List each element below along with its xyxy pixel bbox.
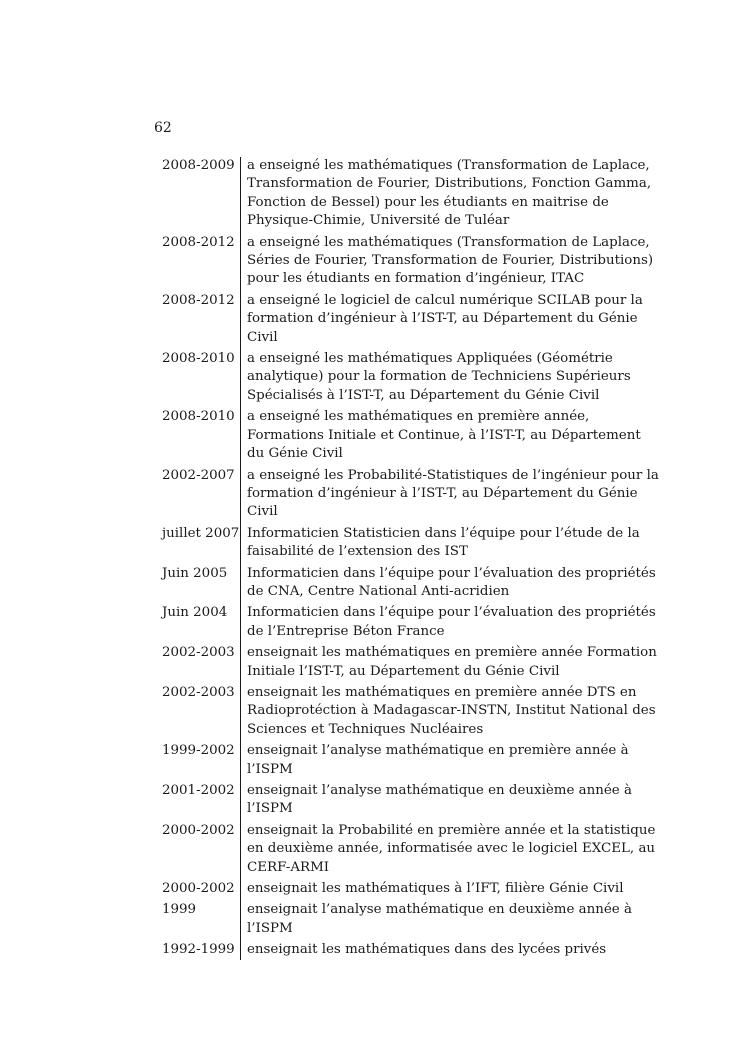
entry-year: 2002-2003 <box>160 644 241 684</box>
entry-year: 2008-2012 <box>160 292 241 350</box>
entry-description: Informaticien dans l’équipe pour l’évaluation des propriétés de l’Entreprise Béton France <box>247 605 656 639</box>
entry-year: 2002-2007 <box>160 467 241 525</box>
entry-description: a enseigné les mathématiques (Transformation de Laplace, Séries de Fourier, Transformation de Fourier, Distributions) pour les étudiants en formation d’ingénieur, ITAC <box>247 234 654 287</box>
entry-year: 2000-2002 <box>160 822 241 880</box>
entry-year: 2000-2002 <box>160 880 241 901</box>
entry-description: a enseigné les mathématiques Appliquées (Géométrie analytique) pour la formation de Techniciens Supérieurs Spécialisés à l’IST-T, au Département du Génie Civil <box>247 351 631 403</box>
entry-year: 2008-2010 <box>160 350 241 408</box>
list-item <box>160 467 660 525</box>
entry-year: Juin 2004 <box>160 604 241 644</box>
list-item <box>160 565 660 605</box>
entry-year: 2008-2009 <box>160 157 241 234</box>
entry-description: Informaticien Statisticien dans l’équipe pour l’étude de la faisabilité de l’extension des IST <box>247 525 640 560</box>
list-item <box>160 684 660 742</box>
entry-year: 1999-2002 <box>160 742 241 782</box>
entry-year: 1992-1999 <box>160 941 241 959</box>
list-item <box>160 742 660 782</box>
list-item <box>160 525 660 565</box>
list-item <box>160 292 660 350</box>
entry-year: juillet 2007 <box>160 525 241 565</box>
list-item <box>160 157 660 234</box>
entry-description: a enseigné les mathématiques en première année, Formations Initiale et Continue, à l’IST-T, au Département du Génie Civil <box>247 409 641 462</box>
entry-description: a enseigné les mathématiques (Transformation de Laplace, Transformation de Fourier, Distributions, Fonction Gamma, Fonction de Bessel) pour les étudiants en maitrise de Physique-Chimie, Université de Tuléar <box>247 158 652 229</box>
entry-year: 2001-2002 <box>160 782 241 822</box>
entry-description: enseignait les mathématiques en première année Formation Initiale l’IST-T, au Département du Génie Civil <box>247 645 657 679</box>
entry-description: a enseigné les Probabilité-Statistiques de l’ingénieur pour la formation d’ingénieur à l’IST-T, au Département du Génie Civil <box>247 467 659 520</box>
list-item <box>160 644 660 684</box>
list-item <box>160 408 660 466</box>
entry-year: 1999 <box>160 901 241 941</box>
entry-year: Juin 2005 <box>160 565 241 605</box>
entry-year: 2002-2003 <box>160 684 241 742</box>
list-item <box>160 822 660 880</box>
entry-description: enseignait les mathématiques dans des lycées privés <box>247 942 607 958</box>
entry-description: enseignait l’analyse mathématique en première année à l’ISPM <box>247 743 629 777</box>
list-item <box>160 782 660 822</box>
page-number: 62 <box>154 120 172 136</box>
list-item <box>160 880 660 901</box>
entry-year: 2008-2012 <box>160 234 241 292</box>
entry-description: enseignait l’analyse mathématique en deuxième année à l’ISPM <box>247 783 632 817</box>
list-item <box>160 604 660 644</box>
entries-list <box>160 157 660 960</box>
list-item <box>160 234 660 292</box>
entry-description: enseignait les mathématiques à l’IFT, filière Génie Civil <box>247 881 624 897</box>
entry-description: enseignait l’analyse mathématique en deuxième année à l’ISPM <box>247 902 632 936</box>
entry-description: a enseigné le logiciel de calcul numérique SCILAB pour la formation d’ingénieur à l’IST-T, au Département du Génie Civil <box>247 292 643 345</box>
entry-description: Informaticien dans l’équipe pour l’évaluation des propriétés de CNA, Centre National Anti-acridien <box>247 565 656 599</box>
list-item <box>160 941 660 959</box>
list-item <box>160 901 660 941</box>
list-item <box>160 350 660 408</box>
entry-description: enseignait la Probabilité en première année et la statistique en deuxième année, informatisée avec le logiciel EXCEL, au CERF-ARMI <box>247 822 656 875</box>
entry-year: 2008-2010 <box>160 408 241 466</box>
entry-description: enseignait les mathématiques en première année DTS en Radioprotéction à Madagascar-INSTN, Institut National des Sciences et Techniques Nucléaires <box>247 684 656 737</box>
